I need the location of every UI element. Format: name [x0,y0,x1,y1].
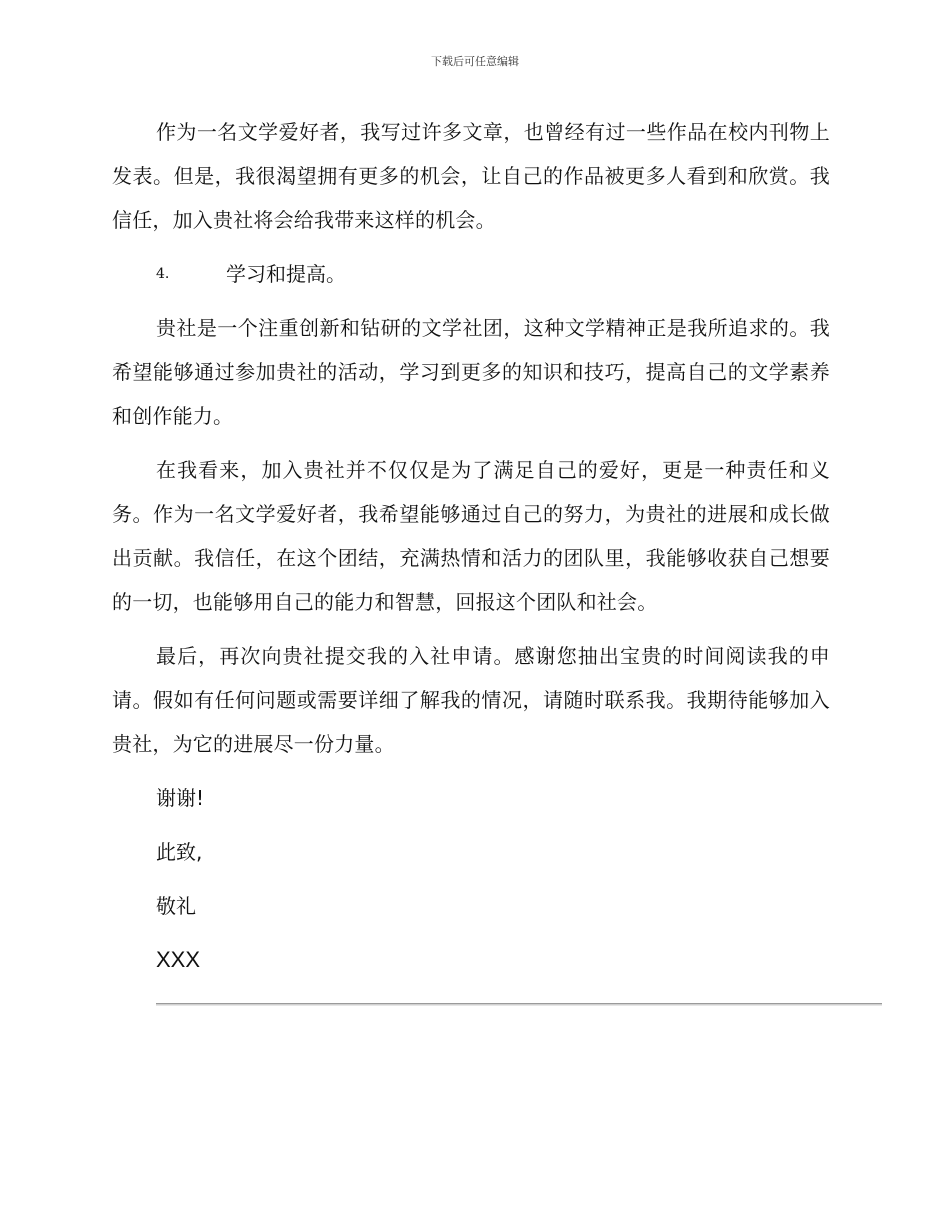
paragraph-final-request: 最后，再次向贵社提交我的入社申请。感谢您抽出宝贵的时间阅读我的申请。假如有任何问题或需要详细了解我的情况，请随时联系我。我期待能够加入贵社，为它的进展尽一份力量。 [112,644,830,756]
list-item-4 [112,252,830,296]
closing-thanks: 谢谢! [156,786,205,810]
signature: XXX [156,947,201,972]
closing-salutation: 此致, [156,840,203,864]
paragraph-writing-experience: 作为一名文学爱好者，我写过许多文章，也曾经有过一些作品在校内刊物上发表。但是，我很渴望拥有更多的机会，让自己的作品被更多人看到和欣赏。我信任，加入贵社将会给我带来这样的机会。 [112,120,830,232]
document-body [112,110,830,982]
list-item-title: 学习和提高。 [226,262,346,286]
list-item-number: 4. [156,266,170,282]
horizontal-divider [156,1003,882,1005]
page-header: 下载后可任意编辑 [431,55,519,68]
closing-regards: 敬礼 [156,894,196,918]
paragraph-responsibility: 在我看来，加入贵社并不仅仅是为了满足自己的爱好，更是一种责任和义务。作为一名文学爱好者，我希望能够通过自己的努力，为贵社的进展和成长做出贡献。我信任，在这个团结，充满热情和活力的团队里，我能够收获自己想要的一切，也能够用自己的能力和智慧，回报这个团队和社会。 [112,458,830,614]
paragraph-learning: 贵社是一个注重创新和钻研的文学社团，这种文学精神正是我所追求的。我希望能够通过参加贵社的活动，学习到更多的知识和技巧，提高自己的文学素养和创作能力。 [112,316,830,428]
